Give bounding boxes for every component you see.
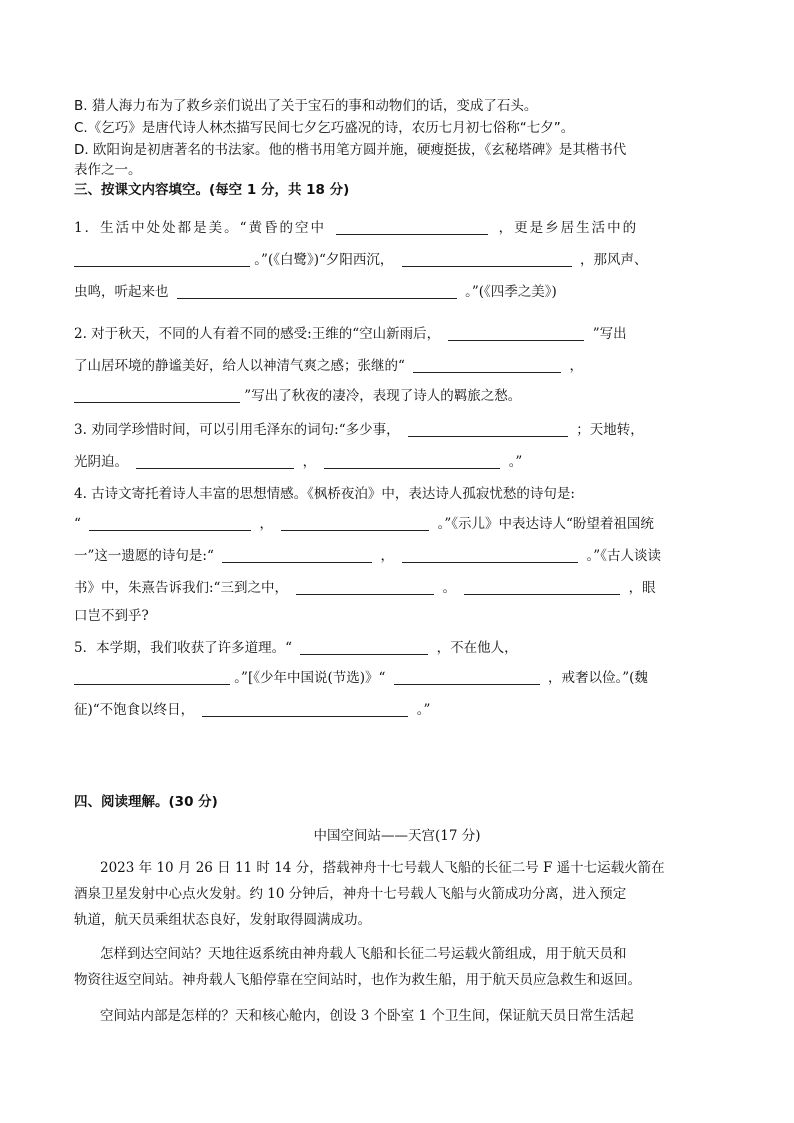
paragraph-3-line1: 空间站内部是怎样的？天和核心舱内，创设 3 个卧室 1 个卫生间，保证航天员日常生活起 bbox=[100, 1008, 634, 1024]
q4-text-e: 一”这一遗愿的诗句是:“ bbox=[74, 548, 214, 564]
q3-text-a: 3. 劝同学珍惜时间，可以引用毛泽东的词句:“多少事， bbox=[74, 422, 400, 438]
q3-blank-2[interactable] bbox=[136, 454, 294, 469]
option-c: C.《乞巧》是唐代诗人林杰描写民间七夕乞巧盛况的诗，农历七月初七俗称“七夕”。 bbox=[74, 120, 575, 136]
q5-blank-3[interactable] bbox=[394, 670, 540, 685]
question-5-line2 bbox=[74, 668, 648, 688]
q1-text-e: 虫鸣，听起来也 bbox=[74, 284, 169, 300]
question-4-line5 bbox=[74, 606, 149, 626]
q5-text-e: 征)“不饱食以终日， bbox=[74, 702, 195, 718]
paragraph-2-line1: 怎样到达空间站？天地往返系统由神舟载人飞船和长征二号运载火箭组成，用于航天员和 bbox=[100, 946, 627, 962]
q4-text-f: ， bbox=[380, 548, 394, 564]
q2-text-e: ”写出了秋夜的凄冷，表现了诗人的羁旅之愁。 bbox=[244, 388, 522, 404]
q5-text-b: ，不在他人， bbox=[436, 640, 518, 656]
question-1-line3 bbox=[74, 282, 557, 302]
question-5-line3 bbox=[74, 700, 430, 720]
q4-blank-4[interactable] bbox=[402, 548, 578, 563]
section4-heading: 四、阅读理解。(30 分) bbox=[74, 794, 218, 810]
q2-text-c: 了山居环境的静谧美好，给人以神清气爽之感；张继的“ bbox=[74, 358, 405, 374]
q1-blank-2[interactable] bbox=[74, 252, 250, 267]
q3-text-e: 。” bbox=[508, 454, 523, 470]
question-2-line1 bbox=[74, 324, 627, 344]
q3-text-c: 光阴迫。 bbox=[74, 454, 128, 470]
q2-blank-1[interactable] bbox=[448, 326, 584, 341]
article-title: 中国空间站——天宫(17 分) bbox=[313, 828, 481, 844]
q2-blank-2[interactable] bbox=[413, 358, 561, 373]
section3-heading: 三、按课文内容填空。(每空 1 分，共 18 分) bbox=[74, 182, 350, 198]
question-4-line3 bbox=[74, 546, 661, 566]
q2-text-d: ， bbox=[569, 358, 583, 374]
question-2-line3 bbox=[74, 386, 521, 406]
question-2-line2 bbox=[74, 356, 583, 376]
q4-text-g: 。”《古人谈读 bbox=[586, 548, 661, 564]
q4-text-h: 书》中，朱熹告诉我们:“三到之中， bbox=[74, 580, 288, 596]
paragraph-2-line2: 物资往返空间站。神舟载人飞船停靠在空间站时，也作为救生船，用于航天员应急救生和返回。 bbox=[74, 972, 641, 988]
question-4-line1 bbox=[74, 484, 575, 504]
q4-blank-3[interactable] bbox=[222, 548, 372, 563]
q4-blank-5[interactable] bbox=[296, 580, 434, 595]
q4-text-c: ， bbox=[259, 516, 273, 532]
q1-text-f: 。”(《四季之美》) bbox=[465, 284, 557, 300]
q3-blank-3[interactable] bbox=[324, 454, 500, 469]
q2-text-b: ”写出 bbox=[592, 326, 627, 342]
question-5-line1 bbox=[74, 638, 518, 658]
paragraph-1-line3: 轨道，航天员乘组状态良好，发射取得圆满成功。 bbox=[74, 912, 371, 928]
q3-text-d: ， bbox=[302, 454, 317, 470]
q4-blank-6[interactable] bbox=[464, 580, 620, 595]
q4-text-d: 。”《示儿》中表达诗人“盼望着祖国统 bbox=[437, 516, 654, 532]
paragraph-1-line1: 2023 年 10 月 26 日 11 时 14 分，搭载神舟十七号载人飞船的长征二号 F 遥十七运载火箭在 bbox=[100, 860, 665, 876]
q4-text-j: ，眼 bbox=[628, 580, 656, 596]
q5-blank-1[interactable] bbox=[300, 640, 428, 655]
q1-blank-1[interactable] bbox=[336, 220, 488, 235]
question-1-line1 bbox=[74, 218, 638, 238]
q3-blank-1[interactable] bbox=[408, 422, 568, 437]
q5-blank-2[interactable] bbox=[74, 670, 230, 685]
paragraph-1-line2: 酒泉卫星发射中心点火发射。约 10 分钟后，神舟十七号载人飞船与火箭成功分离，进入预定 bbox=[74, 886, 627, 902]
option-d-line1: D. 欧阳询是初唐著名的书法家。他的楷书用笔方圆并施，硬瘦挺拔，《玄秘塔碑》是其楷书代 bbox=[74, 142, 627, 158]
q5-blank-4[interactable] bbox=[202, 702, 408, 717]
q4-text-b: “ bbox=[74, 516, 81, 532]
q3-text-b: ；天地转， bbox=[576, 422, 644, 438]
q1-text-c: 。”(《白鹭》)“夕阳西沉， bbox=[254, 252, 394, 268]
question-4-line2 bbox=[74, 514, 654, 534]
q5-text-f: 。” bbox=[416, 702, 431, 718]
q5-text-c: 。”[《少年中国说(节选)》“ bbox=[234, 670, 386, 686]
q4-text-a: 4. 古诗文寄托着诗人丰富的思想情感。《枫桥夜泊》中，表达诗人孤寂忧愁的诗句是: bbox=[74, 486, 575, 502]
q4-text-i: 。 bbox=[442, 580, 457, 596]
question-4-line4 bbox=[74, 578, 656, 598]
q4-text-k: 口岂不到乎? bbox=[74, 608, 149, 624]
q4-blank-1[interactable] bbox=[89, 516, 251, 531]
question-3-line1 bbox=[74, 420, 644, 440]
q1-text-a: 1．生活中处处都是美。“黄昏的空中 bbox=[74, 220, 326, 236]
option-b: B. 猎人海力布为了救乡亲们说出了关于宝石的事和动物们的话，变成了石头。 bbox=[74, 98, 538, 114]
q1-blank-3[interactable] bbox=[402, 252, 572, 267]
question-1-line2 bbox=[74, 250, 647, 270]
q1-text-b: ，更是乡居生活中的 bbox=[498, 220, 639, 236]
q2-text-a: 2. 对于秋天，不同的人有着不同的感受:王维的“空山新雨后， bbox=[74, 326, 441, 342]
question-3-line2 bbox=[74, 452, 522, 472]
q1-blank-4[interactable] bbox=[177, 284, 457, 299]
option-d-line2: 表作之一。 bbox=[74, 162, 142, 178]
q5-text-d: ，戒奢以俭。”(魏 bbox=[548, 670, 648, 686]
q5-text-a: 5．本学期，我们收获了许多道理。“ bbox=[74, 640, 292, 656]
q4-blank-2[interactable] bbox=[281, 516, 429, 531]
q2-blank-3[interactable] bbox=[74, 388, 240, 403]
q1-text-d: ，那风声、 bbox=[579, 252, 648, 268]
